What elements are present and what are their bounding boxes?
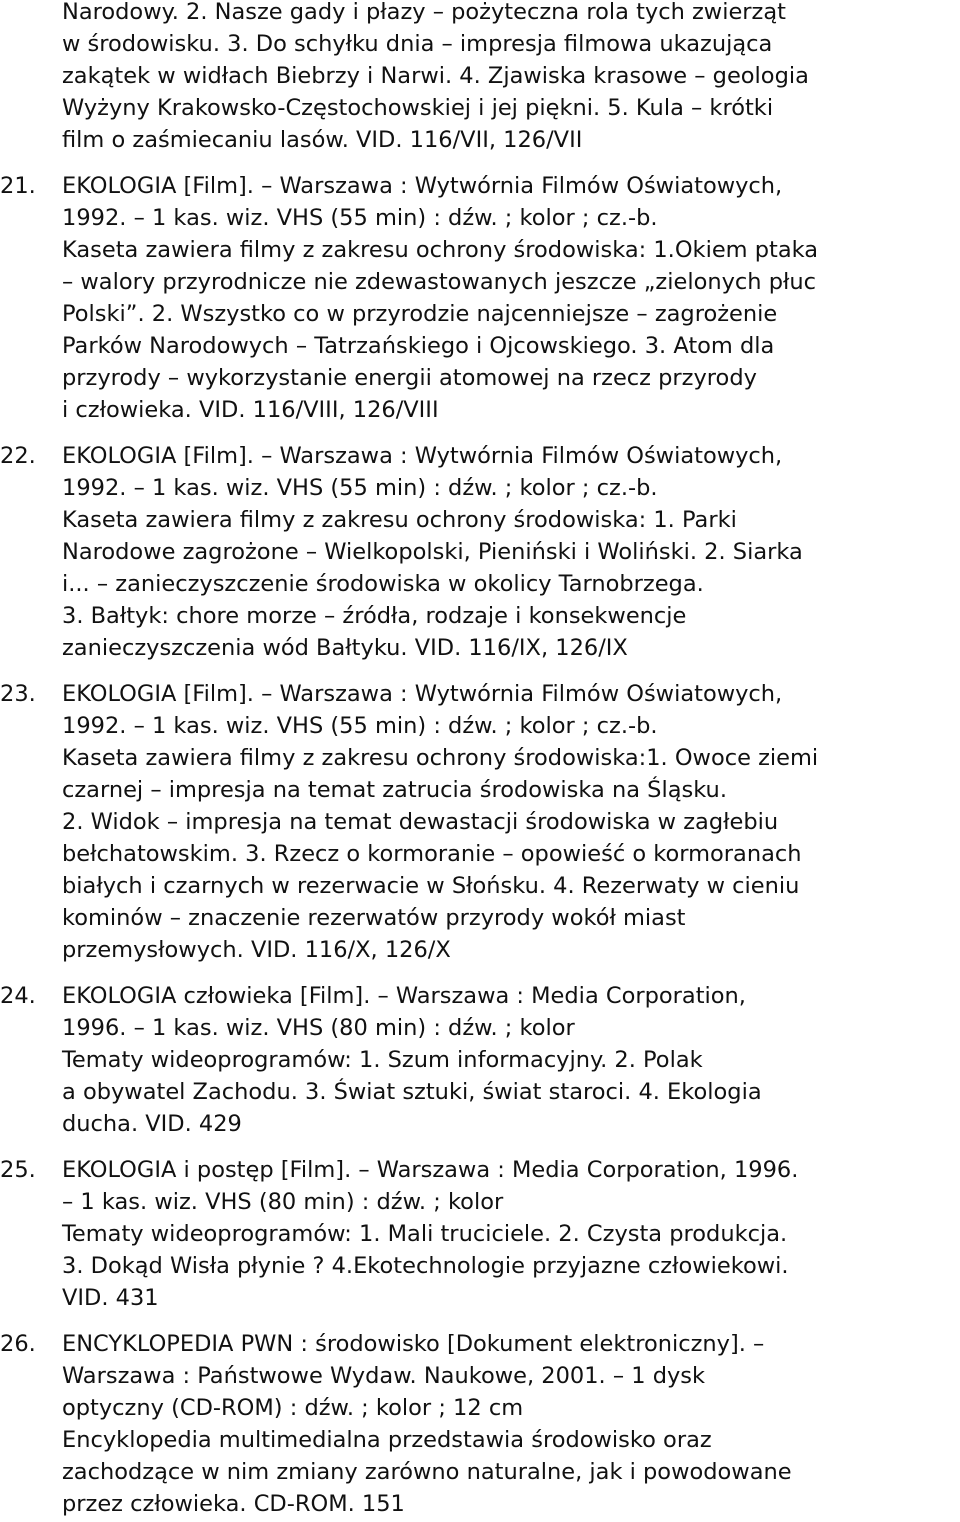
text-line: Encyklopedia multimedialna przedstawia środowisko oraz xyxy=(62,1427,712,1453)
text-line: Kaseta zawiera filmy z zakresu ochrony środowiska:1. Owoce ziemi xyxy=(62,745,819,771)
text-line: Narodowy. 2. Nasze gady i płazy – pożyteczna rola tych zwierząt xyxy=(62,0,786,25)
text-line: Kaseta zawiera filmy z zakresu ochrony środowiska: 1. Parki xyxy=(62,507,737,533)
text-line: czarnej – impresja na temat zatrucia środowiska na Śląsku. xyxy=(62,777,727,803)
text-line: 3. Bałtyk: chore morze – źródła, rodzaje i konsekwencje xyxy=(62,603,687,629)
text-line: a obywatel Zachodu. 3. Świat sztuki, świat staroci. 4. Ekologia xyxy=(62,1079,762,1105)
text-line: i... – zanieczyszczenie środowiska w okolicy Tarnobrzega. xyxy=(62,571,704,597)
text-line: EKOLOGIA [Film]. – Warszawa : Wytwórnia Filmów Oświatowych, xyxy=(62,173,783,199)
entry-number: 24. xyxy=(0,983,36,1009)
text-line: kominów – znaczenie rezerwatów przyrody wokół miast xyxy=(62,905,686,931)
text-line: Tematy wideoprogramów: 1. Mali truciciele. 2. Czysta produkcja. xyxy=(62,1221,788,1247)
entry-number: 21. xyxy=(0,173,36,199)
entry-number: 26. xyxy=(0,1331,36,1357)
text-line: EKOLOGIA [Film]. – Warszawa : Wytwórnia Filmów Oświatowych, xyxy=(62,681,783,707)
text-line: EKOLOGIA człowieka [Film]. – Warszawa : Media Corporation, xyxy=(62,983,746,1009)
text-line: 1996. – 1 kas. wiz. VHS (80 min) : dźw. ; kolor xyxy=(62,1015,575,1041)
text-line: Parków Narodowych – Tatrzańskiego i Ojcowskiego. 3. Atom dla xyxy=(62,333,775,359)
entry-number: 23. xyxy=(0,681,36,707)
text-line: Polski”. 2. Wszystko co w przyrodzie najcenniejsze – zagrożenie xyxy=(62,301,778,327)
text-line: zachodzące w nim zmiany zarówno naturalne, jak i powodowane xyxy=(62,1459,792,1485)
text-line: Wyżyny Krakowsko-Częstochowskiej i jej piękni. 5. Kula – krótki xyxy=(62,95,774,121)
text-line: bełchatowskim. 3. Rzecz o kormoranie – opowieść o kormoranach xyxy=(62,841,802,867)
text-line: Narodowe zagrożone – Wielkopolski, Pieniński i Woliński. 2. Siarka xyxy=(62,539,803,565)
text-line: w środowisku. 3. Do schyłku dnia – impresja filmowa ukazująca xyxy=(62,31,773,57)
text-line: EKOLOGIA [Film]. – Warszawa : Wytwórnia Filmów Oświatowych, xyxy=(62,443,783,469)
entry-number: 22. xyxy=(0,443,36,469)
text-line: film o zaśmiecaniu lasów. VID. 116/VII, 126/VII xyxy=(62,127,583,153)
text-line: Tematy wideoprogramów: 1. Szum informacyjny. 2. Polak xyxy=(62,1047,703,1073)
text-line: zanieczyszczenia wód Bałtyku. VID. 116/IX, 126/IX xyxy=(62,635,628,661)
text-line: 2. Widok – impresja na temat dewastacji środowiska w zagłebiu xyxy=(62,809,779,835)
text-line: VID. 431 xyxy=(62,1285,159,1311)
text-line: Kaseta zawiera filmy z zakresu ochrony środowiska: 1.Okiem ptaka xyxy=(62,237,819,263)
text-line: ducha. VID. 429 xyxy=(62,1111,242,1137)
text-line: 3. Dokąd Wisła płynie ? 4.Ekotechnologie przyjazne człowiekowi. xyxy=(62,1253,789,1279)
text-line: – 1 kas. wiz. VHS (80 min) : dźw. ; kolor xyxy=(62,1189,504,1215)
text-line: – walory przyrodnicze nie zdewastowanych jeszcze „zielonych płuc xyxy=(62,269,817,295)
text-line: zakątek w widłach Biebrzy i Narwi. 4. Zjawiska krasowe – geologia xyxy=(62,63,809,89)
text-line: przyrody – wykorzystanie energii atomowej na rzecz przyrody xyxy=(62,365,757,391)
text-line: optyczny (CD-ROM) : dźw. ; kolor ; 12 cm xyxy=(62,1395,524,1421)
text-line: białych i czarnych w rezerwacie w Słońsku. 4. Rezerwaty w cieniu xyxy=(62,873,800,899)
text-line: 1992. – 1 kas. wiz. VHS (55 min) : dźw. ; kolor ; cz.-b. xyxy=(62,205,658,231)
text-line: przez człowieka. CD-ROM. 151 xyxy=(62,1491,405,1517)
text-line: 1992. – 1 kas. wiz. VHS (55 min) : dźw. ; kolor ; cz.-b. xyxy=(62,713,658,739)
text-line: ENCYKLOPEDIA PWN : środowisko [Dokument elektroniczny]. – xyxy=(62,1331,765,1357)
text-line: EKOLOGIA i postęp [Film]. – Warszawa : Media Corporation, 1996. xyxy=(62,1157,799,1183)
text-line: 1992. – 1 kas. wiz. VHS (55 min) : dźw. ; kolor ; cz.-b. xyxy=(62,475,658,501)
entry-number: 25. xyxy=(0,1157,36,1183)
text-line: i człowieka. VID. 116/VIII, 126/VIII xyxy=(62,397,439,423)
text-line: przemysłowych. VID. 116/X, 126/X xyxy=(62,937,451,963)
text-line: Warszawa : Państwowe Wydaw. Naukowe, 2001. – 1 dysk xyxy=(62,1363,706,1389)
